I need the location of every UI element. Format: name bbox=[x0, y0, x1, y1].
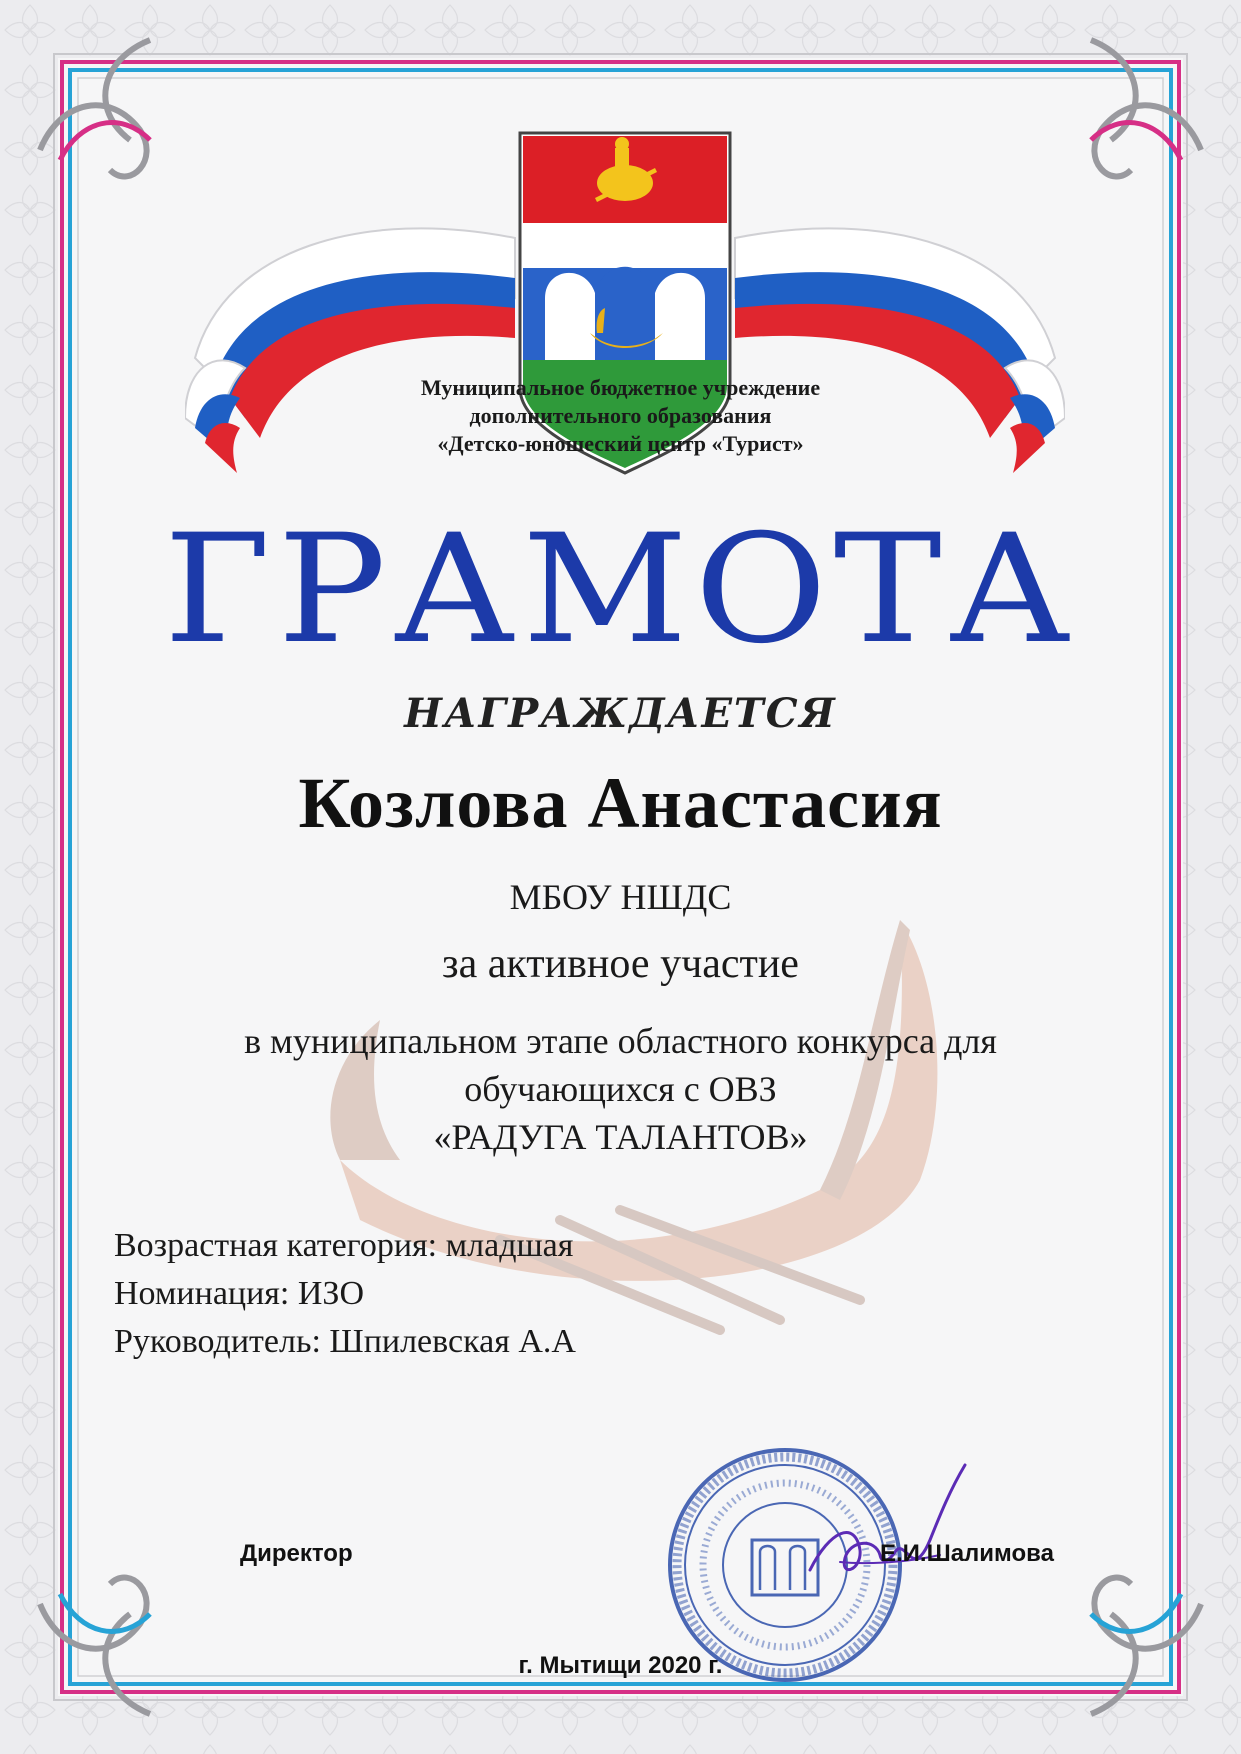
recipient-school: МБОУ НШДС bbox=[509, 877, 732, 917]
director-signature bbox=[800, 1460, 970, 1600]
organization-header bbox=[0, 374, 1241, 458]
nomination: Номинация: ИЗО bbox=[114, 1275, 365, 1312]
organization-line-3: «Детско-юношеский центр «Турист» bbox=[437, 431, 804, 456]
recipient-name: Козлова Анастасия bbox=[298, 763, 943, 843]
contest-line-1: в муниципальном этапе областного конкурса для bbox=[244, 1021, 997, 1061]
supervisor: Руководитель: Шпилевская А.А bbox=[114, 1323, 576, 1360]
contest-description bbox=[0, 1017, 1241, 1161]
age-category: Возрастная категория: младшая bbox=[114, 1227, 574, 1264]
organization-line-2: дополнительного образования bbox=[469, 403, 772, 428]
director-name: Е.И.Шалимова bbox=[880, 1540, 1054, 1567]
city-year: г. Мытищи 2020 г. bbox=[518, 1652, 723, 1679]
awarded-label: НАГРАЖДАЕТСЯ bbox=[404, 690, 837, 737]
contest-line-3: «РАДУГА ТАЛАНТОВ» bbox=[433, 1117, 808, 1157]
award-reason: за активное участие bbox=[442, 941, 799, 987]
participant-details bbox=[114, 1222, 576, 1366]
organization-line-1: Муниципальное бюджетное учреждение bbox=[420, 375, 821, 400]
contest-line-2: обучающихся с ОВЗ bbox=[464, 1069, 777, 1109]
director-label: Директор bbox=[240, 1540, 353, 1567]
certificate-title: ГРАМОТА bbox=[163, 503, 1078, 677]
